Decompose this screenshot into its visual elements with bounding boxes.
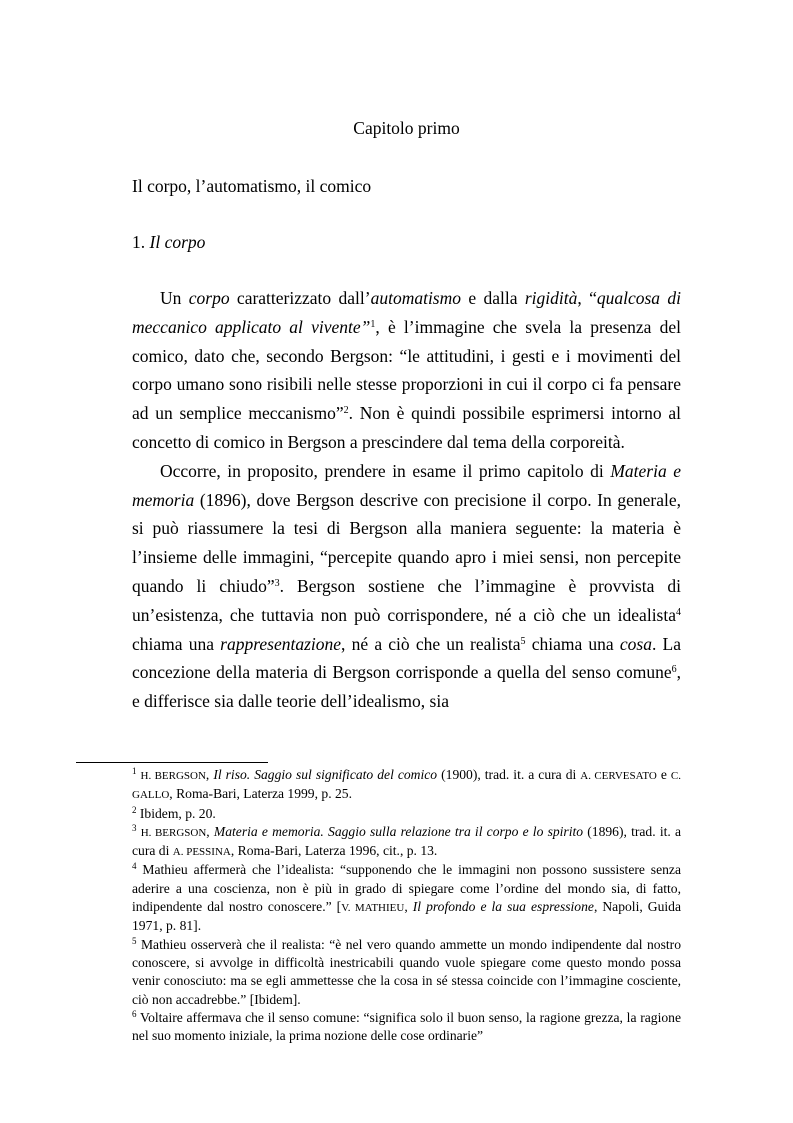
footnote [132, 766, 681, 805]
body-text [132, 284, 681, 716]
text-run: chiama una [132, 633, 221, 654]
text-run: Un [160, 288, 189, 308]
italic-run: Materia e memoria [132, 460, 682, 510]
text-run: , Roma-Bari, Laterza 1996, cit., p. 13. [230, 843, 438, 859]
editor-name: A. PESSINA [172, 846, 231, 859]
footnote [132, 823, 681, 862]
text-run: . La concezione della materia di Bergson corrisponde a quella del senso comune [132, 633, 681, 683]
italic-run: automatismo [370, 288, 462, 308]
footnote-ref: 5 [520, 635, 526, 647]
text-run: . Bergson sostiene che l’immagine è provvista di un’esistenza, che tuttavia non può corrispondere, né a ciò che un idealista [132, 575, 682, 625]
chapter-subtitle: Il corpo, l’automatismo, il comico [132, 176, 372, 196]
text-run: , [205, 767, 214, 782]
paragraph [132, 457, 681, 716]
text-run: , [206, 823, 214, 839]
text-run: (1900), trad. it. a cura di [437, 767, 581, 782]
text-run: Occorre, in proposito, prendere in esame il primo capitolo di [160, 460, 611, 481]
section-number: 1. [132, 232, 150, 252]
italic-run: rappresentazione [220, 633, 342, 654]
chapter-title: Capitolo primo [353, 118, 460, 138]
section-heading [132, 232, 205, 253]
footnote-ref: 1 [370, 318, 376, 330]
paragraph [132, 284, 681, 457]
text-run: e [656, 767, 671, 782]
text-run: , è l’immagine che svela la presenza del comico, dato che, secondo Bergson: “le attitudini, i gesti e i movimenti del corpo umano sono risibili nelle stesse proporzioni in cui il corpo ci fa pensare ad un semplice meccanismo” [132, 316, 681, 424]
footnote-ref: 4 [676, 606, 681, 618]
italic-run: corpo [188, 288, 230, 308]
footnote [132, 1009, 681, 1046]
author-name: H. BERGSON [140, 826, 207, 839]
footnote [132, 805, 681, 823]
italic-run: cosa [619, 633, 652, 654]
text-run: , “ [577, 288, 597, 308]
text-run: , Napoli, Guida 1971, p. 81]. [132, 899, 681, 934]
text-run: e dalla [461, 288, 525, 308]
author-name: H. BERGSON [140, 770, 206, 782]
work-title: Il riso. Saggio sul significato del comico [213, 767, 438, 782]
footnote-separator [76, 762, 268, 763]
text-run: , e differisce sia dalle teorie dell’idealismo, sia [132, 662, 681, 712]
footnote [132, 936, 681, 1009]
text-run: Voltaire affermava che il senso comune: “significa solo il buon senso, la ragione grezza, la ragione nel suo momento iniziale, la prima nozione delle cose ordinarie” [132, 1009, 681, 1044]
italic-run: rigidità [524, 288, 578, 308]
author-name: V. MATHIEU [341, 902, 405, 915]
text-run: (1896), dove Bergson descrive con precisione il corpo. In generale, si può riassumere la tesi di Bergson alla maniera seguente: la materia è l’insieme delle immagini, “percepite quando apro i miei sensi, non percepite quando li chiudo” [132, 489, 681, 596]
work-title: Il profondo e la sua espressione [412, 899, 594, 915]
footnote-ref: 6 [671, 664, 677, 676]
editor-name: A. CERVESATO [580, 770, 657, 782]
text-run: Ibidem, p. 20. [139, 805, 216, 821]
text-run: Mathieu affermerà che l’idealista: “supponendo che le immagini non possono sussistere senza aderire a una coscienza, non è più in grado di spiegare come l’ordine del mondo sia, di fatto, indipendente dal nostro conoscere.” [ [132, 862, 681, 915]
footnote-ref: 3 [274, 577, 280, 589]
text-run: chiama una [525, 633, 620, 654]
footnote-number: 6 [132, 1008, 137, 1019]
text-run: (1896), trad. it. a cura di [132, 823, 681, 859]
footnote [132, 861, 681, 935]
section-title: Il corpo [149, 232, 206, 252]
footnote-number: 3 [132, 822, 137, 833]
work-title: Materia e memoria. Saggio sulla relazione tra il corpo e lo spirito [213, 823, 584, 839]
editor-name: C. GALLO [132, 770, 681, 802]
text-run: . Non è quindi possibile esprimersi intorno al concetto di comico in Bergson a prescindere dal tema della corporeità. [132, 403, 681, 452]
text-run: , [404, 899, 413, 915]
footnote-number: 2 [132, 804, 137, 815]
footnote-number: 4 [132, 861, 137, 872]
text-run: caratterizzato dall’ [229, 288, 371, 308]
italic-run: qualcosa di meccanico applicato al vivente” [132, 288, 682, 337]
footnote-number: 5 [132, 935, 137, 946]
text-run: Mathieu osserverà che il realista: “è nel vero quando ammette un mondo indipendente dal nostro conoscere, si avvolge in difficoltà inestricabili quando vuole spiegare come questo mondo possa venir conosciuto: ma se egli ammettesse che la cosa in sé stessa coincide con l’immagine cosciente, ciò non accadrebbe.” [Ibidem]. [132, 936, 681, 1007]
text-run: , Roma-Bari, Laterza 1999, p. 25. [169, 786, 352, 802]
footnotes [132, 766, 681, 1045]
footnote-number: 1 [132, 766, 137, 776]
footnote-ref: 2 [343, 405, 349, 417]
text-run: , né a ciò che un realista [341, 633, 521, 654]
